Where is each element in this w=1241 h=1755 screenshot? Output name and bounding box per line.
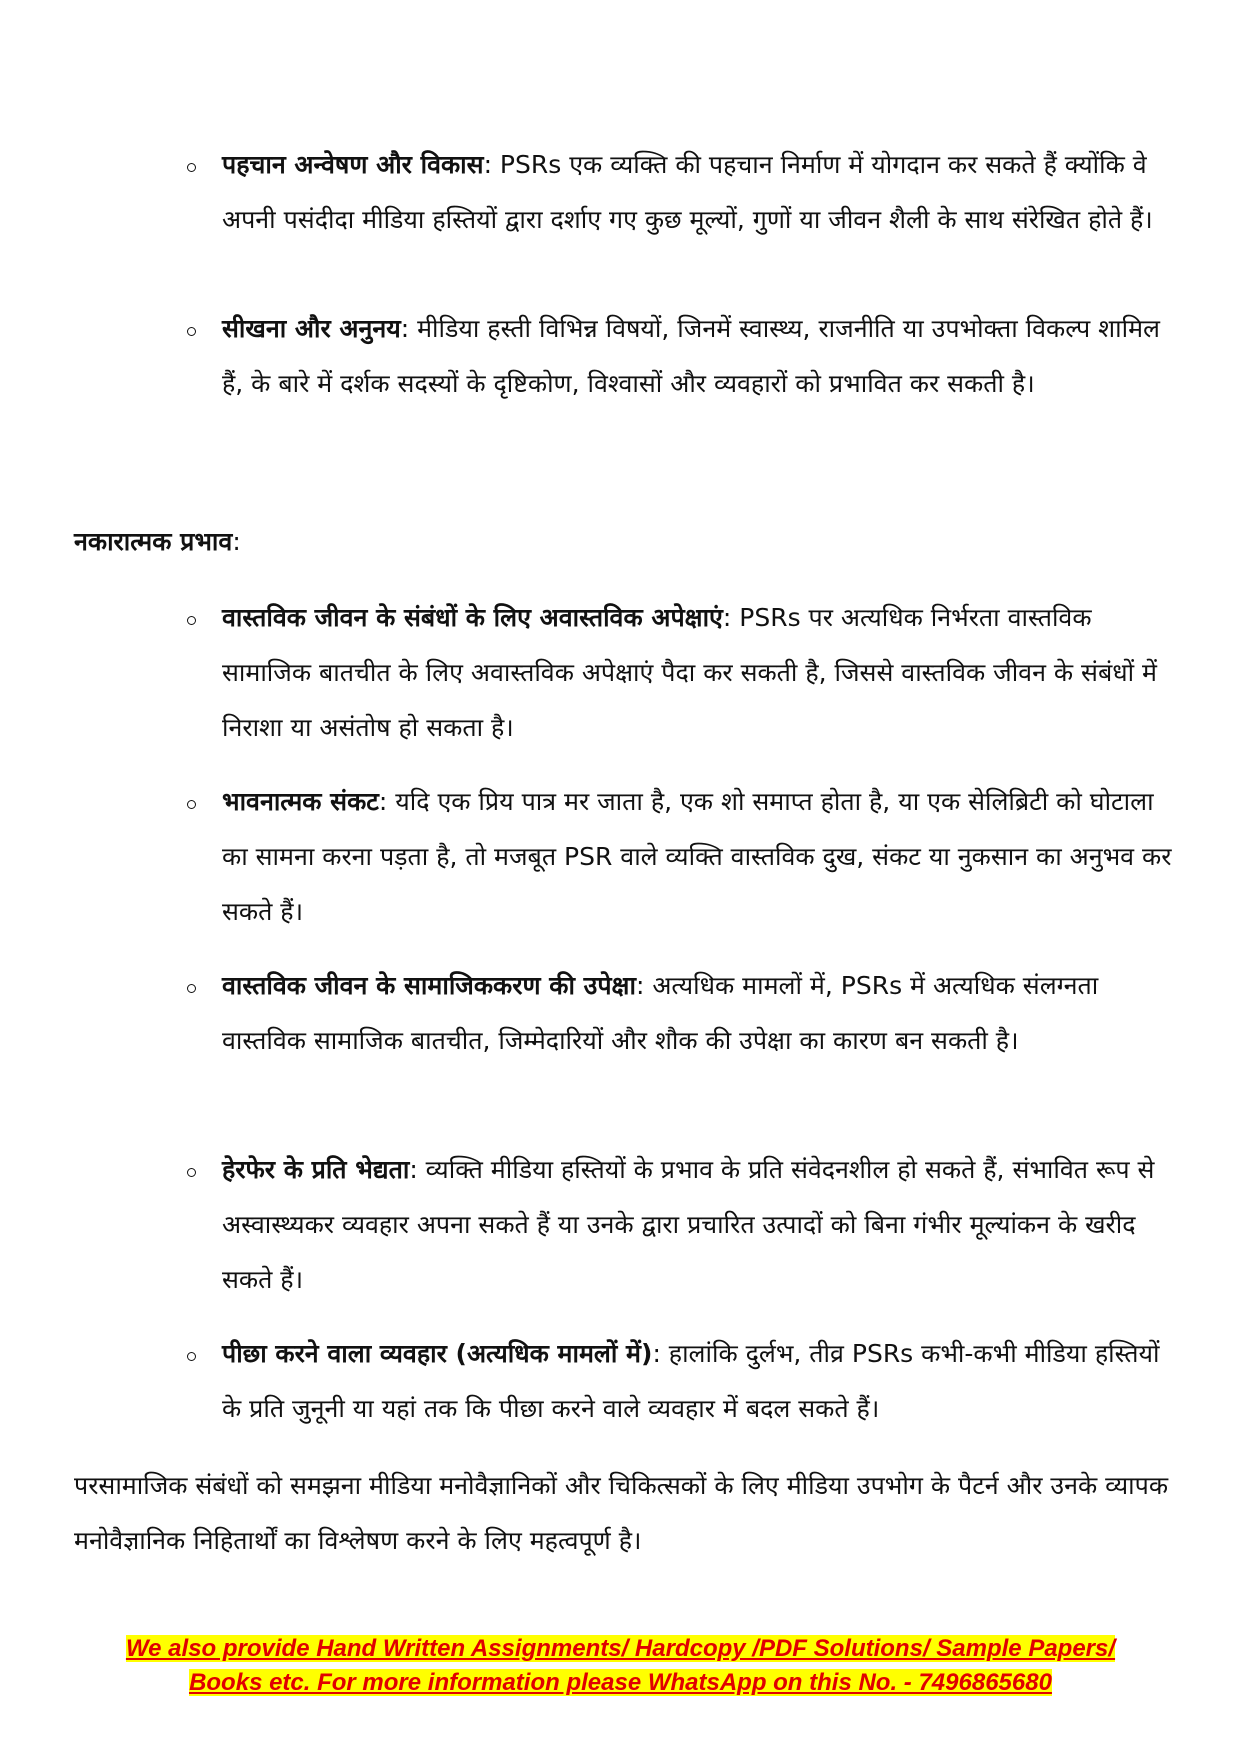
item-description: : PSRs एक व्यक्ति की पहचान निर्माण में योगदान कर सकते हैं क्योंकि वे अपनी पसंदीदा मीडिया हस्तियों द्वारा दर्शाए गए कुछ मूल्यों, गुणों या जीवन शैली के साथ संरेखित होते हैं। <box>222 150 1153 234</box>
section-heading-label: नकारात्मक प्रभाव <box>74 527 233 556</box>
bullet-circle-icon <box>187 800 196 809</box>
list-item-text <box>222 590 1182 755</box>
conclusion-paragraph: परसामाजिक संबंधों को समझना मीडिया मनोवैज्ञानिकों और चिकित्सकों के लिए मीडिया उपभोग के पैटर्न और उनके व्यापक मनोवैज्ञानिक निहितार्थों का विश्लेषण करने के लिए महत्वपूर्ण है। <box>74 1471 1169 1555</box>
item-description: : हालांकि दुर्लभ, तीव्र PSRs कभी-कभी मीडिया हस्तियों के प्रति जुनूनी या यहां तक कि पीछा करने वाले व्यवहार में बदल सकते हैं। <box>222 1339 1160 1423</box>
bullet-circle-icon <box>187 163 196 172</box>
footer-promo <box>70 1632 1171 1700</box>
footer-line-1: We also provide Hand Written Assignments/ Hardcopy /PDF Solutions/ Sample Papers/ <box>125 1635 1116 1662</box>
item-description: : व्यक्ति मीडिया हस्तियों के प्रभाव के प्रति संवेदनशील हो सकते हैं, संभावित रूप से अस्वास्थ्यकर व्यवहार अपना सकते हैं या उनके द्वारा प्रचारित उत्पादों को बिना गंभीर मूल्यांकन के खरीद सकते हैं। <box>222 1155 1155 1294</box>
bullet-circle-icon <box>187 1352 196 1361</box>
section-heading <box>74 522 241 562</box>
item-description: : मीडिया हस्ती विभिन्न विषयों, जिनमें स्वास्थ्य, राजनीति या उपभोक्ता विकल्प शामिल हैं, के बारे में दर्शक सदस्यों के दृष्टिकोण, विश्वासों और व्यवहारों को प्रभावित कर सकती है। <box>222 314 1160 398</box>
item-term: भावनात्मक संकट <box>222 787 379 816</box>
item-term: हेरफेर के प्रति भेद्यता <box>222 1155 410 1184</box>
item-term: वास्तविक जीवन के संबंधों के लिए अवास्तविक अपेक्षाएं <box>222 603 723 632</box>
list-item-text <box>222 1142 1182 1307</box>
list-item <box>187 590 1182 755</box>
list-item <box>187 1142 1182 1307</box>
item-term: वास्तविक जीवन के सामाजिककरण की उपेक्षा <box>222 971 636 1000</box>
list-item-text <box>222 1326 1182 1436</box>
item-description: : अत्यधिक मामलों में, PSRs में अत्यधिक संलग्नता वास्तविक सामाजिक बातचीत, जिम्मेदारियों और शौक की उपेक्षा का कारण बन सकती है। <box>222 971 1099 1055</box>
list-item-text <box>222 958 1182 1068</box>
bullet-circle-icon <box>187 1168 196 1177</box>
item-term: पीछा करने वाला व्यवहार (अत्यधिक मामलों में) <box>222 1339 653 1368</box>
bullet-circle-icon <box>187 327 196 336</box>
list-item <box>187 1326 1182 1436</box>
item-term: पहचान अन्वेषण और विकास <box>222 150 484 179</box>
item-description: : यदि एक प्रिय पात्र मर जाता है, एक शो समाप्त होता है, या एक सेलिब्रिटी को घोटाला का सामना करना पड़ता है, तो मजबूत PSR वाले व्यक्ति वास्तविक दुख, संकट या नुकसान का अनुभव कर सकते हैं। <box>222 787 1172 926</box>
list-item <box>187 774 1182 939</box>
item-description: : PSRs पर अत्यधिक निर्भरता वास्तविक सामाजिक बातचीत के लिए अवास्तविक अपेक्षाएं पैदा कर सकती है, जिससे वास्तविक जीवन के संबंधों में निराशा या असंतोष हो सकता है। <box>222 603 1157 742</box>
list-item <box>187 137 1182 247</box>
list-item-text <box>222 137 1182 247</box>
bullet-circle-icon <box>187 984 196 993</box>
section-heading-suffix: : <box>232 527 241 556</box>
list-item-text <box>222 301 1182 411</box>
list-item <box>187 301 1182 411</box>
list-item <box>187 958 1182 1068</box>
list-item-text <box>222 774 1182 939</box>
item-term: सीखना और अनुनय <box>222 314 401 343</box>
footer-line-2: Books etc. For more information please WhatsApp on this No. - 7496865680 <box>189 1669 1052 1696</box>
bullet-circle-icon <box>187 616 196 625</box>
